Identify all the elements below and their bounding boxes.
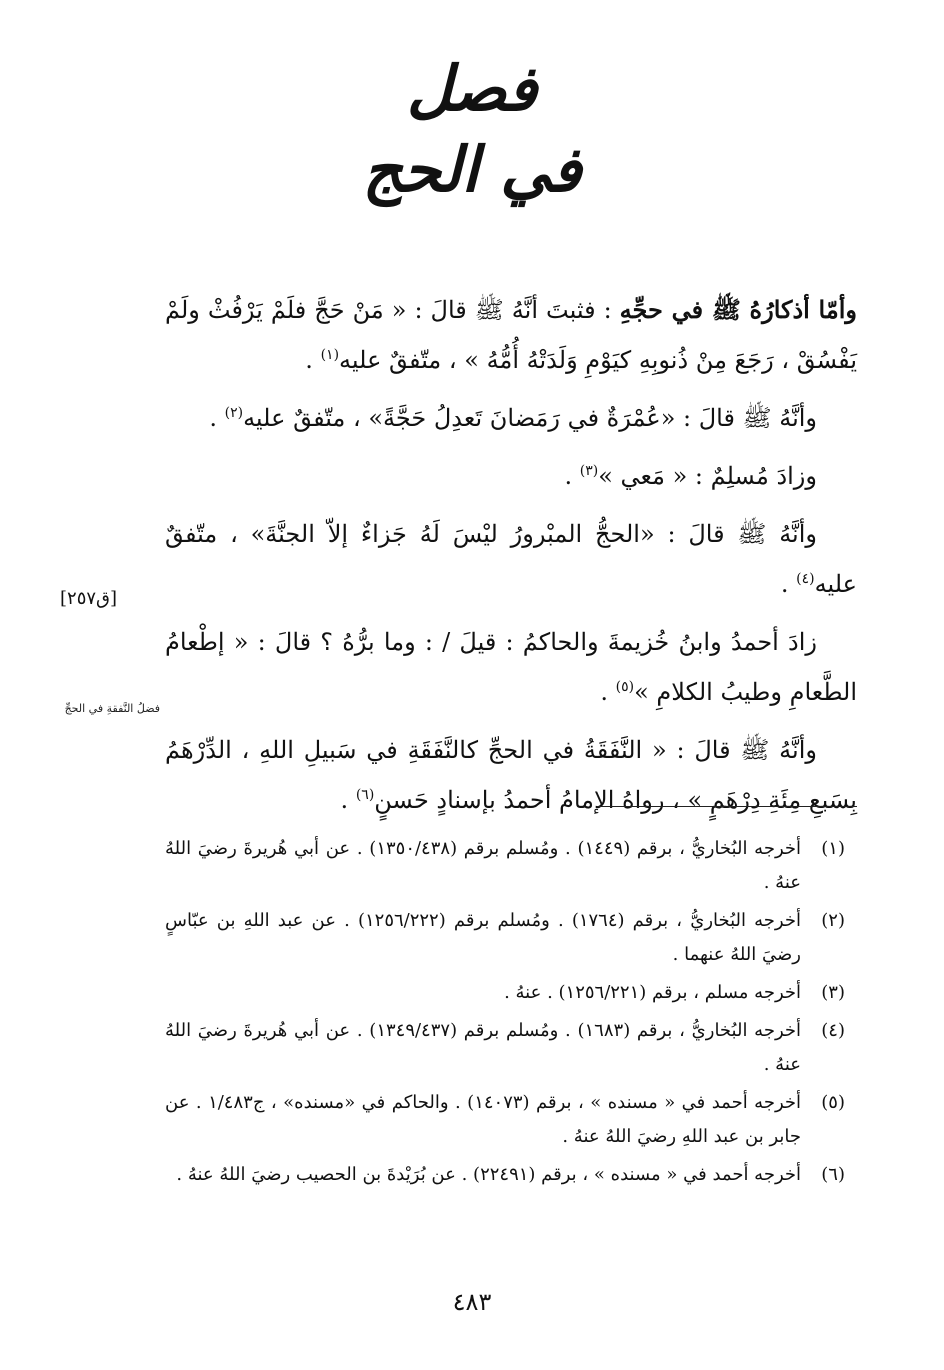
heading-line-1: فصل (406, 52, 538, 125)
paragraph-1-lead: وأمّا أذكارُهُ ﷺ في حجِّهِ (619, 295, 857, 324)
footnote-item (165, 1014, 845, 1082)
page-number: ٤٨٣ (452, 1288, 492, 1316)
paragraph-6 (165, 725, 857, 825)
main-text (165, 285, 857, 833)
footnote-ref-3[interactable]: (٣) (579, 463, 599, 479)
end-mark: . (209, 404, 217, 432)
paragraph-2 (165, 393, 857, 443)
end-mark: . (305, 346, 313, 374)
footnote-text: أخرجه البُخاريُّ ، برقم (١٦٨٣) . ومُسلم برقم (١٣٤٩/٤٣٧) . عن أبي هُريرةَ رضيَ اللهُ عنهُ . (165, 1020, 802, 1075)
footnote-number: (٢) (821, 910, 845, 931)
end-mark: . (340, 786, 349, 814)
footnote-item (165, 976, 845, 1010)
paragraph-5-text: زادَ أحمدُ وابنُ خُزيمةَ والحاكمُ : قيلَ / : وما برُّهُ ؟ قالَ : « إطْعامُ الطَّعامِ وطيبُ الكلامِ » (165, 628, 857, 706)
paragraph-4-text: وأنَّهُ ﷺ قالَ : «الحجُّ المبْرورُ ليْسَ لَهُ جَزاءٌ إلاّ الجنَّةَ» ، متّفقٌ عليه (165, 520, 857, 598)
footnote-number: (٤) (821, 1020, 845, 1041)
end-mark: . (780, 570, 789, 598)
footnote-item (165, 1158, 845, 1192)
paragraph-1 (165, 285, 857, 385)
footnote-separator (597, 806, 857, 807)
paragraph-5 (165, 617, 857, 717)
end-mark: . (600, 678, 608, 706)
margin-note: فضلُ النَّفقةِ في الحجِّ (64, 702, 160, 715)
footnote-number: (٦) (821, 1164, 845, 1185)
footnote-text: أخرجه البُخاريُّ ، برقم (١٧٦٤) . ومُسلم برقم (١٢٥٦/٢٢٢) . عن عبد اللهِ بن عبّاسٍ رضيَ اللهُ عنهما . (165, 910, 801, 965)
footnote-ref-4[interactable]: (٤) (796, 571, 815, 587)
paragraph-3-text: وزادَ مُسلِمٌ : « مَعي » (598, 462, 817, 490)
footnote-item (165, 1086, 845, 1154)
footnote-ref-2[interactable]: (٢) (224, 405, 244, 421)
footnotes (165, 832, 845, 1196)
paragraph-4 (165, 509, 857, 609)
footnote-ref-1[interactable]: (١) (320, 347, 340, 363)
footnote-item (165, 832, 845, 900)
footnote-text: أخرجه البُخاريُّ ، برقم (١٤٤٩) . ومُسلم برقم (١٣٥٠/٤٣٨) . عن أبي هُريرةَ رضيَ اللهُ عنهُ . (165, 838, 802, 893)
chapter-heading (300, 50, 644, 230)
footnote-number: (٣) (821, 982, 845, 1003)
paragraph-6-text: وأنَّهُ ﷺ قالَ : « النَّفَقَةُ في الحجِّ كالنَّفَقَةِ في سَبيلِ اللهِ ، الدِّرْهَمُ بِسَبعِ مِئَةِ دِرْهَمٍ » ، رواهُ الإمامُ أحمدُ بإسنادٍ حَسنٍ (165, 736, 857, 814)
paragraph-2-text: وأنَّهُ ﷺ قالَ : «عُمْرَةٌ في رَمَضانَ تَعدِلُ حَجَّةً» ، متّفقٌ عليه (243, 404, 817, 432)
manuscript-folio-mark: [ق٢٥٧] (60, 588, 118, 609)
heading-line-2: في الحج (362, 133, 582, 206)
paragraph-3 (165, 451, 857, 501)
paragraph-1-text: : فثبتَ أنَّهُ ﷺ قالَ : « مَنْ حَجَّ فلَمْ يَرْفُثْ ولَمْ يَفْسُقْ ، رَجَعَ مِنْ ذُنوبِهِ كيَوْمِ وَلَدَتْهُ أُمُّهُ » ، متّفقٌ عليه (165, 296, 857, 374)
footnote-number: (٥) (821, 1092, 845, 1113)
footnote-item (165, 904, 845, 972)
footnote-text: أخرجه أحمد في « مسنده » ، برقم (٢٢٤٩١) . عن بُرَيْدةَ بن الحصيب رضيَ اللهُ عنهُ . (176, 1164, 801, 1185)
footnote-text: أخرجه مسلم ، برقم (١٢٥٦/٢٢١) . عنهُ . (504, 982, 801, 1003)
end-mark: . (564, 462, 573, 490)
footnote-number: (١) (821, 838, 845, 859)
footnote-ref-5[interactable]: (٥) (615, 679, 635, 695)
footnote-text: أخرجه أحمد في « مسنده » ، برقم (١٤٠٧٣) . والحاكم في «مسنده» ، ج١/٤٨٣ . عن جابر بن عبد اللهِ رضيَ اللهُ عنهُ . (165, 1092, 801, 1147)
footnote-ref-6[interactable]: (٦) (355, 787, 375, 803)
